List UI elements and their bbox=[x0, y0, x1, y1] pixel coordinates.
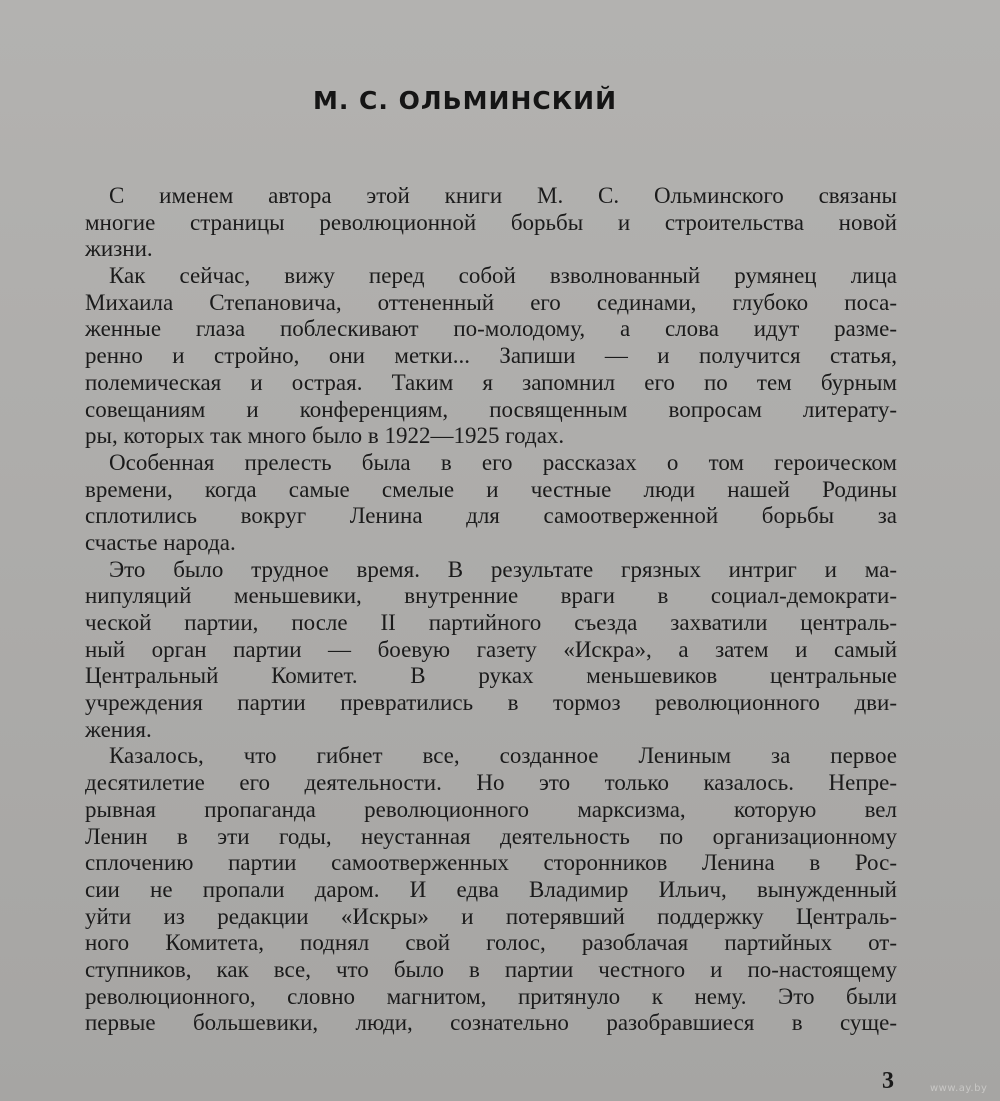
text-line: уйти из редакции «Искры» и потерявший поддержку Централь- bbox=[85, 903, 897, 929]
text-line: ры, которых так много было в 1922—1925 годах. bbox=[85, 423, 565, 449]
body-text bbox=[85, 183, 897, 1037]
page-number: 3 bbox=[882, 1068, 894, 1094]
page-title: М. С. ОЛЬМИНСКИЙ bbox=[312, 86, 618, 115]
text-line: счастье народа. bbox=[85, 529, 236, 555]
text-line: ного Комитета, поднял свой голос, разоблачая партийных от- bbox=[85, 930, 897, 956]
text-line: сплочению партии самоотверженных сторонников Ленина в Рос- bbox=[85, 850, 897, 876]
text-line: Ленин в эти годы, неустанная деятельность по организационному bbox=[85, 823, 897, 849]
text-line: многие страницы революционной борьбы и строительства новой bbox=[85, 209, 897, 235]
text-line: Казалось, что гибнет все, созданное Лениным за первое bbox=[109, 743, 897, 769]
text-line: Как сейчас, вижу перед собой взволнованный румянец лица bbox=[109, 263, 897, 289]
text-line: первые большевики, люди, сознательно разобравшиеся в суще- bbox=[85, 1010, 897, 1036]
text-line: ренно и стройно, они метки... Запиши — и получится статья, bbox=[85, 343, 897, 369]
text-line: рывная пропаганда революционного марксизма, которую вел bbox=[85, 796, 897, 822]
text-line: Центральный Комитет. В руках меньшевиков центральные bbox=[85, 663, 897, 689]
text-line: ный орган партии — боевую газету «Искра», а затем и самый bbox=[85, 636, 897, 662]
text-line: совещаниям и конференциям, посвященным вопросам литерату- bbox=[85, 396, 897, 422]
text-line: сплотились вокруг Ленина для самоотверженной борьбы за bbox=[85, 503, 897, 529]
text-line: С именем автора этой книги М. С. Ольминского связаны bbox=[109, 183, 897, 208]
text-line: Особенная прелесть была в его рассказах о том героическом bbox=[109, 449, 897, 475]
text-line: женные глаза поблескивают по-молодому, а слова идут разме- bbox=[85, 316, 897, 342]
text-line: Михаила Степановича, оттененный его сединами, глубоко поса- bbox=[85, 289, 897, 315]
text-line: времени, когда самые смелые и честные люди нашей Родины bbox=[85, 476, 897, 502]
text-line: Это было трудное время. В результате грязных интриг и ма- bbox=[109, 556, 897, 582]
text-line: революционного, словно магнитом, притянуло к нему. Это были bbox=[85, 983, 897, 1009]
text-line: ческой партии, после II партийного съезда захватили централь- bbox=[85, 610, 897, 635]
text-line: жения. bbox=[85, 716, 152, 742]
text-line: нипуляций меньшевики, внутренние враги в социал-демократи- bbox=[85, 583, 897, 609]
watermark: www.ay.by bbox=[930, 1083, 988, 1094]
text-line: жизни. bbox=[85, 236, 153, 262]
text-line: ступников, как все, что было в партии честного и по-настоящему bbox=[85, 956, 897, 982]
text-line: десятилетие его деятельности. Но это только казалось. Непре- bbox=[85, 770, 897, 796]
text-line: учреждения партии превратились в тормоз революционного дви- bbox=[85, 690, 897, 716]
text-line: сии не пропали даром. И едва Владимир Ильич, вынужденный bbox=[85, 876, 897, 902]
text-line: полемическая и острая. Таким я запомнил его по тем бурным bbox=[85, 369, 897, 395]
